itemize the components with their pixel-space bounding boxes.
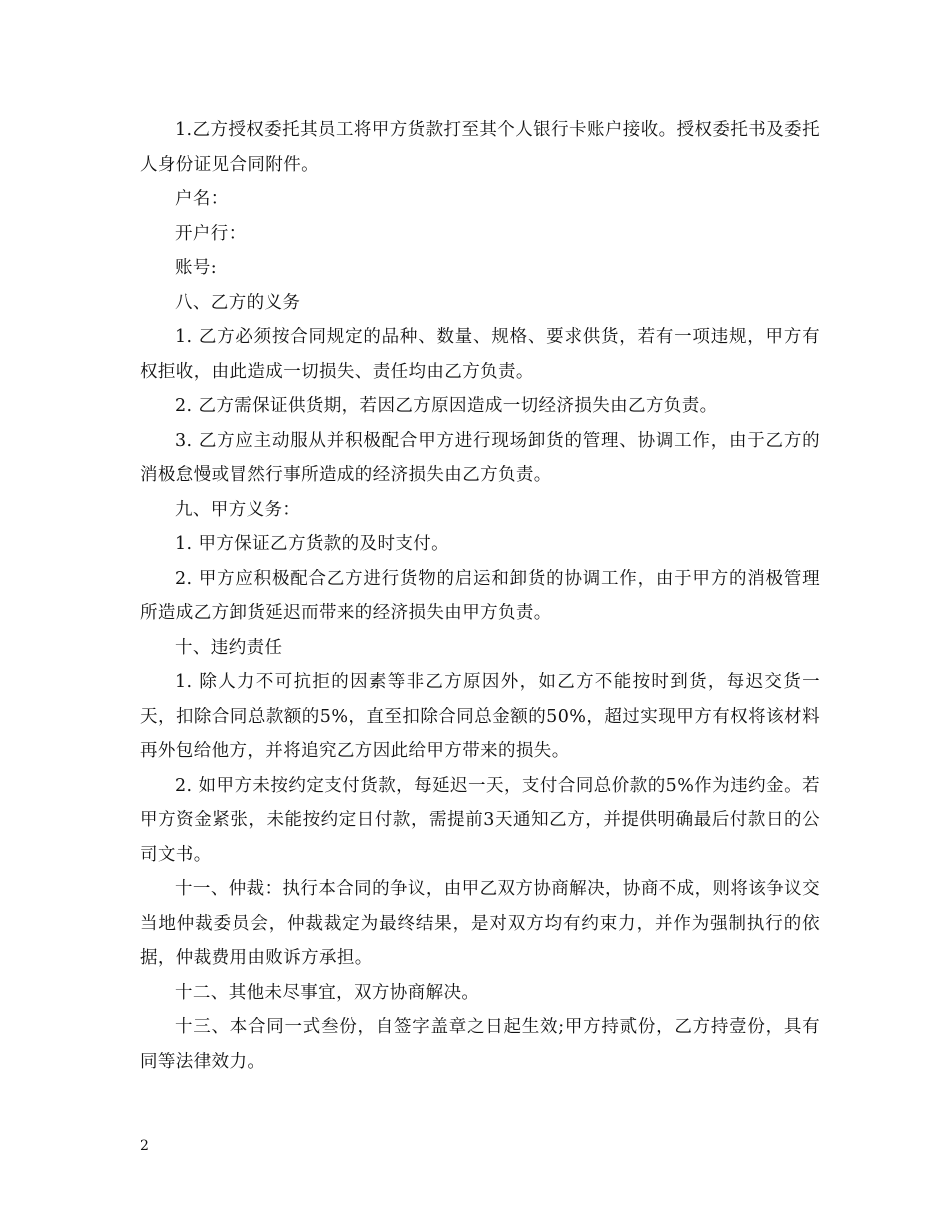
document-body xyxy=(140,113,820,1079)
paragraph-account-number: 账号: xyxy=(175,258,218,278)
paragraph-other-matters: 十二、其他未尽事宜，双方协商解决。 xyxy=(175,982,480,1003)
paragraph-party-a-obligation-2: 2. 甲方应积极配合乙方进行货物的启运和卸货的协调工作，由于甲方的消极管理所造成乙方卸货延迟而带来的经济损失由甲方负责。 xyxy=(140,568,820,623)
paragraph-arbitration: 十一、仲裁：执行本合同的争议，由甲乙双方协商解决，协商不成，则将该争议交当地仲裁委员会，仲裁裁定为最终结果，是对双方均有约束力，并作为强制执行的依据，仲裁费用由败诉方承担。 xyxy=(140,879,820,968)
paragraph-breach-2: 2. 如甲方未按约定支付货款，每延迟一天，支付合同总价款的5%作为违约金。若甲方资金紧张，未能按约定日付款，需提前3天通知乙方，并提供明确最后付款日的公司文书。 xyxy=(140,775,820,865)
paragraph-party-a-obligation-1: 1. 甲方保证乙方货款的及时支付。 xyxy=(175,534,450,554)
section-heading-party-a-obligations: 九、甲方义务： xyxy=(175,499,301,520)
paragraph-copies-effectiveness: 十三、本合同一式叁份，自签字盖章之日起生效;甲方持贰份，乙方持壹份，具有同等法律效力。 xyxy=(140,1017,820,1072)
section-heading-breach-liability: 十、违约责任 xyxy=(175,637,283,658)
section-heading-party-b-obligations: 八、乙方的义务 xyxy=(175,292,301,313)
paragraph-bank: 开户行： xyxy=(175,223,247,244)
paragraph-breach-1: 1. 除人力不可抗拒的因素等非乙方原因外，如乙方不能按时到货，每迟交货一天，扣除合同总款额的5%，直至扣除合同总金额的50%，超过实现甲方有权将该材料再外包给他方，并将追究乙方因此给甲方带来的损失。 xyxy=(140,672,820,761)
paragraph-authorization: 1.乙方授权委托其员工将甲方货款打至其个人银行卡账户接收。授权委托书及委托人身份证见合同附件。 xyxy=(140,120,820,175)
paragraph-party-b-obligation-2: 2. 乙方需保证供货期，若因乙方原因造成一切经济损失由乙方负责。 xyxy=(175,396,718,416)
paragraph-account-name: 户名： xyxy=(175,189,229,209)
paragraph-party-b-obligation-1: 1. 乙方必须按合同规定的品种、数量、规格、要求供货，若有一项违规，甲方有权拒收，由此造成一切损失、责任均由乙方负责。 xyxy=(140,327,820,382)
paragraph-party-b-obligation-3: 3. 乙方应主动服从并积极配合甲方进行现场卸货的管理、协调工作，由于乙方的消极怠慢或冒然行事所造成的经济损失由乙方负责。 xyxy=(140,430,820,485)
page-number: 2 xyxy=(140,1138,149,1154)
